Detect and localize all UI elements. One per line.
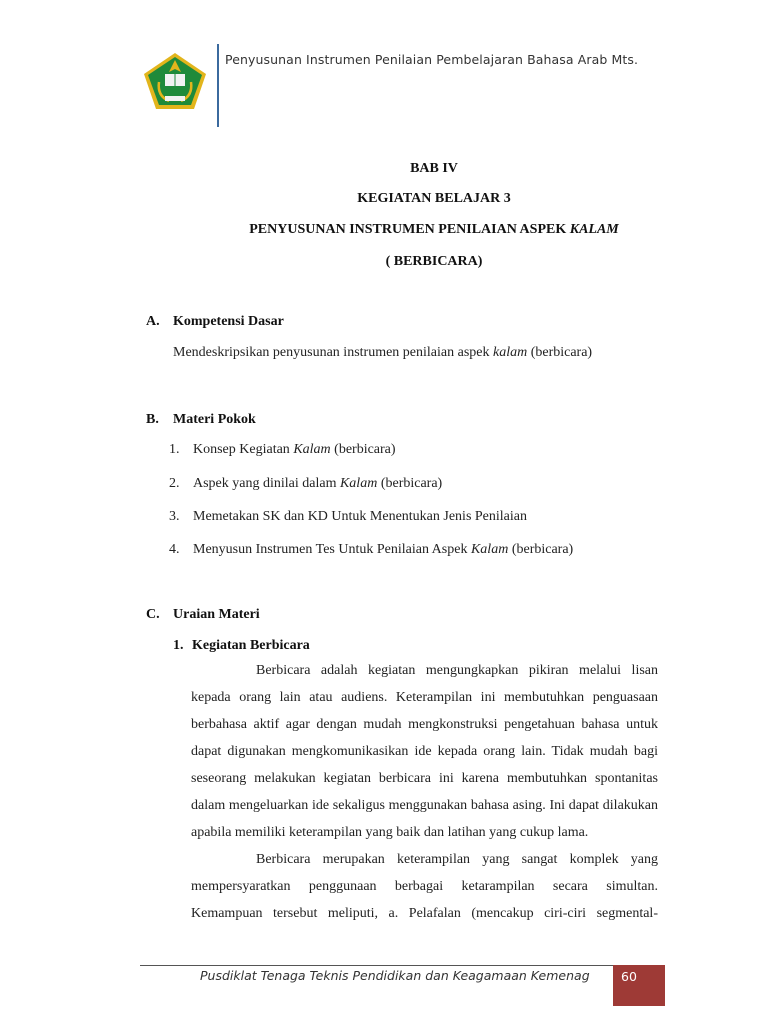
header-divider xyxy=(217,44,219,127)
text-segment: (berbicara) xyxy=(330,442,396,457)
list-number: 3. xyxy=(169,509,180,524)
section-title: Materi Pokok xyxy=(173,412,256,427)
chapter-title-main: PENYUSUNAN INSTRUMEN PENILAIAN ASPEK xyxy=(249,222,570,237)
text-italic: Kalam xyxy=(470,542,509,557)
text-segment: (berbicara) xyxy=(508,542,574,557)
text-segment: (berbicara) xyxy=(527,345,593,360)
list-number: 2. xyxy=(169,476,180,491)
text-segment: Menyusun Instrumen Tes Untuk Penilaian Aspek xyxy=(193,542,471,557)
section-title: Uraian Materi xyxy=(173,607,260,622)
list-number: 4. xyxy=(169,542,180,557)
text-segment: Mendeskripsikan penyusunan instrumen penilaian aspek xyxy=(173,345,493,360)
list-item xyxy=(169,542,573,558)
text-segment: (berbicara) xyxy=(377,476,443,491)
header-title: Penyusunan Instrumen Penilaian Pembelajaran Bahasa Arab Mts. xyxy=(225,52,639,67)
body-text xyxy=(191,657,658,927)
chapter-title-italic: KALAM xyxy=(569,222,619,237)
paragraph: Berbicara adalah kegiatan mengungkapkan pikiran melalui lisan kepada orang lain atau audiens. Keterampilan ini membutuhkan penguasaan berbahasa aktif agar dengan mudah mengkonstruksi pengetahuan bahasa untuk dapat digunakan mengkomunikasikan ide kepada orang lain. Tidak mudah bagi seseorang melakukan kegiatan berbicara ini karena membutuhkan spontanitas dalam mengeluarkan ide sekaligus menggunakan bahasa asing. Ini dapat dilakukan apabila memiliki keterampilan yang baik dan latihan yang cukup lama. xyxy=(191,663,658,840)
chapter-subtitle: ( BERBICARA) xyxy=(385,254,483,269)
list-item xyxy=(169,442,396,458)
chapter-number: BAB IV xyxy=(410,161,458,176)
section-letter: B. xyxy=(146,412,159,427)
page-number-badge xyxy=(613,965,665,1006)
text-italic: kalam xyxy=(492,345,528,360)
section-title: Kompetensi Dasar xyxy=(173,314,284,329)
list-number: 1. xyxy=(169,442,180,457)
text-segment: Memetakan SK dan KD Untuk Menentukan Jenis Penilaian xyxy=(193,509,527,524)
section-letter: C. xyxy=(146,607,160,622)
footer-text: Pusdiklat Tenaga Teknis Pendidikan dan Keagamaan Kemenag xyxy=(200,968,590,983)
section-a-text xyxy=(173,345,592,361)
section-letter: A. xyxy=(146,314,160,329)
text-italic: Kalam xyxy=(293,442,331,457)
subsection-title: Kegiatan Berbicara xyxy=(192,638,310,653)
text-segment: Aspek yang dinilai dalam xyxy=(193,476,340,491)
footer-divider xyxy=(140,965,665,966)
text-segment: Konsep Kegiatan xyxy=(193,442,294,457)
subsection-number: 1. xyxy=(173,638,184,653)
text-italic: Kalam xyxy=(339,476,378,491)
list-item xyxy=(169,509,527,525)
list-item xyxy=(169,476,442,492)
page-number: 60 xyxy=(621,969,637,984)
activity-title: KEGIATAN BELAJAR 3 xyxy=(357,191,511,206)
kemenag-emblem-icon xyxy=(143,52,207,110)
chapter-title xyxy=(0,222,768,238)
paragraph: Berbicara merupakan keterampilan yang sangat komplek yang mempersyaratkan penggunaan berbagai ketarampilan secara simultan. Kemampuan tersebut meliputi, a. Pelafalan (mencakup ciri-ciri segmental- xyxy=(191,852,658,921)
